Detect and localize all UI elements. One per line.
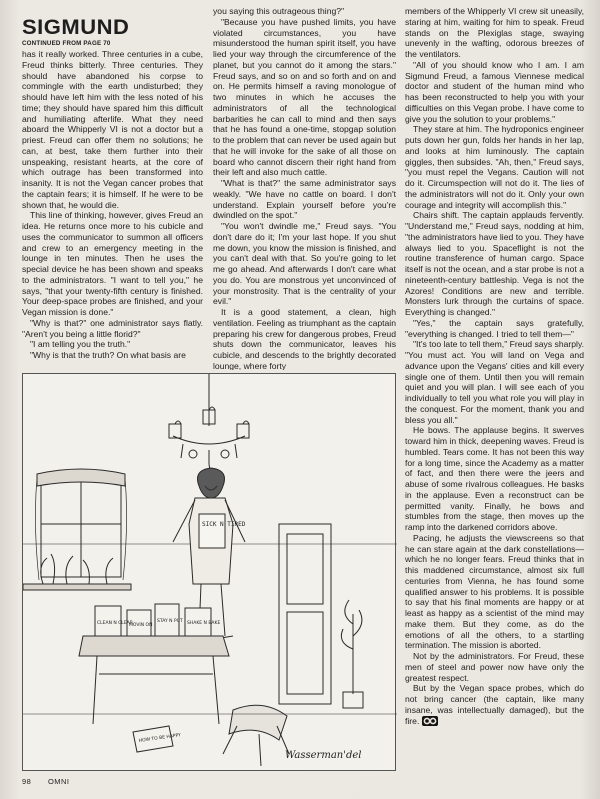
jar-label: SHAKE N BAKE <box>187 621 221 626</box>
cartoon-illustration <box>22 373 396 771</box>
paragraph: Not by the administrators. For Freud, these men of steel and power now have only the greatest respect. <box>405 651 584 683</box>
magazine-name: OMNI <box>47 777 70 786</box>
paragraph: Pacing, he adjusts the viewscreens so that he can stare again at the dark constellations—which he no longer fears. Freud thinks that in this maddened circumstance, almost six full centuries from Vienna, he has found some qualified answer to his problems. It is possible to say that his final moments are happy or at least as happy as a scientist of the mind may make them. But they come, as do the emotions of all the others, to a startling termination. The mission is aborted. <box>405 532 584 651</box>
masthead <box>22 17 202 47</box>
paragraph: "All of you should know who I am. I am Sigmund Freud, a famous Viennese medical doctor and student of the human mind who has been reconstructed to help you with your difficulties on this Vegan probe. I have come to give you the solution to your problems." <box>405 59 584 124</box>
paragraph: It is a good statement, a clean, high ventilation. Feeling as triumphant as the captain preparing his crew for dangerous probes, Freud shuts down the communicator, leaves his cubicle, and descends to the brightly decorated lounge, where forty <box>213 307 396 370</box>
paragraph: "Yes," the captain says gratefully, "everything is changed. I tried to tell them—" <box>405 317 584 339</box>
paragraph <box>405 683 584 726</box>
jar-label: MOVIN ON <box>129 623 153 628</box>
paragraph: "It's too late to tell them," Freud says sharply. "You must act. You will land on Vega and advance upon the Vegans' cities and kill every single one of them. Until then you will remain quiet and you will plan. I will see each of you individually to tell you what role you will play in the conquest. For the moment, thank you and bless you all." <box>405 339 584 425</box>
paragraph: "You won't dwindle me," Freud says. "You don't dare do it; I'm your last hope. If you shut me down, you know the mission is finished, and you can't deal with that. So you're going to let me go ahead. And afterwards I don't care what you do. You are monstrous yet unconvinced of your monstrosity. That is the centrality of your evil." <box>213 221 396 307</box>
paragraph: "I am telling you the truth." <box>30 339 131 350</box>
paragraph: has it really worked. Three centuries in a cube, Freud thinks bitterly. Three centuries. They should have abandoned his corpse to commingle with the earth undisturbed; they should have left him with the less noted of his time; they should have spared him this difficult and humiliating afterlife. What they need aboard the Whipperly VI is not a doctor but a priest. Freud can offer them no solutions; he can, at best, take them further into their unspeaking, resistant hearts, at the core of which outrage has been transformed into insanity. It is not the Vegan cancer probes that the captain fears; it is himself. If he were to be shown that, he would die. <box>22 49 203 210</box>
paragraph: "Why is that?" one administrator says flatly. "Aren't you being a little florid?" <box>22 317 203 339</box>
paragraph: This line of thinking, however, gives Freud an idea. He returns once more to his cubicle and uses the communicator to summon all officers and crew to an emergency meeting in the lounge in ten minutes. Then he uses the special device he has been shown and speaks to the administrators. "I want to tell you," he says, "that your twenty-fifth century is finished. Your deep-space probes are finished, and your Vegan mission is done." <box>22 210 203 317</box>
paragraph: Chairs shift. The captain applauds fervently. "Understand me," Freud says, nodding at him, "the administrators have lied to you. They have always lied to you. Spaceflight is not the routine transference of human cargo. Space itself is not the ocean, and a star probe is not a nineteenth-century battleship. Vega is not the Azores! Conditions are new and terrible. Monsters lurk through the curtains of space. Everything is changed." <box>405 210 584 317</box>
paragraph: "What is that?" the same administrator says weakly. "We have no cattle on board. I don't understand. Explain yourself before you're dwindled on the spot." <box>213 178 396 221</box>
omni-end-mark-icon <box>422 716 438 726</box>
continued-line: CONTINUED FROM PAGE 70 <box>22 40 111 47</box>
cartoon-drawing <box>23 374 397 772</box>
artist-signature: Wasserman'del <box>285 750 362 761</box>
article-title: SIGMUND <box>22 15 130 39</box>
page-number: 98 <box>22 777 32 786</box>
paragraph: He bows. The applause begins. It swerves toward him in thick, deepening waves. Freud is humbled. Tears come. It has not been this way for a long time, since the Academy as a matter of fact, and then there were the jeers and abuse of some rivalrous colleagues. He basks in the applause. Even a reconstruct can be permitted vanity. Finally, he bows and stumbles from the stage, then moves up the ramp into the darkened corridors above. <box>405 425 584 532</box>
paragraph-text: But by the Vegan space probes, which do not bring cancer (the captain, like many insane, was intellectually damaged), but the fire. <box>405 683 584 726</box>
book-title: HOW TO BE HAPPY <box>138 733 182 744</box>
paragraph: They stare at him. The hydroponics engineer puts down her gun, folds her hands in her lap, and looks at him luminously. The captain giggles, then subsides. "Ah, then," Freud says, "you must repel the Vegans. Caution will not do it. Circumspection will not do it. The lies of the administrators will not do it. Only your own courage and integrity will accomplish this." <box>405 124 584 210</box>
jar-label: CLEAN N CLEAR <box>97 621 133 626</box>
paragraph: "Why is that the truth? On what basis are <box>30 350 186 360</box>
paragraph: "Because you have pushed limits, you have violated circumstances, you have misunderstood the human spirit itself, you have lied your way through the circumference of the planet, but you cannot do it among the stars." Freud says, and so on and so forth and on and on. He permits himself a raving monologue of two minutes in which he accuses the administrators of all the technological barbarities he can call to mind and then says that he has found a one-time, stopgap solution to the problem that can never be used again but that he will invoke for the sake of all those on board who cannot discern their right hand from their left and also much cattle. <box>213 16 396 178</box>
sign-text: SICK N TIRED <box>202 521 246 528</box>
paragraph: members of the Whipperly VI crew sit uneasily, staring at him, waiting for him to speak. Freud stands on the Plexiglas stage, swaying unevenly in the wafting, odorous breezes of the ventilators. <box>405 6 584 59</box>
text-column-1 <box>22 49 203 369</box>
text-column-3 <box>405 6 584 766</box>
page-footer <box>22 777 84 786</box>
paragraph: you saying this outrageous thing?" <box>213 6 345 16</box>
jar-label: STAY N PUT <box>157 619 183 624</box>
text-column-2 <box>213 6 396 370</box>
